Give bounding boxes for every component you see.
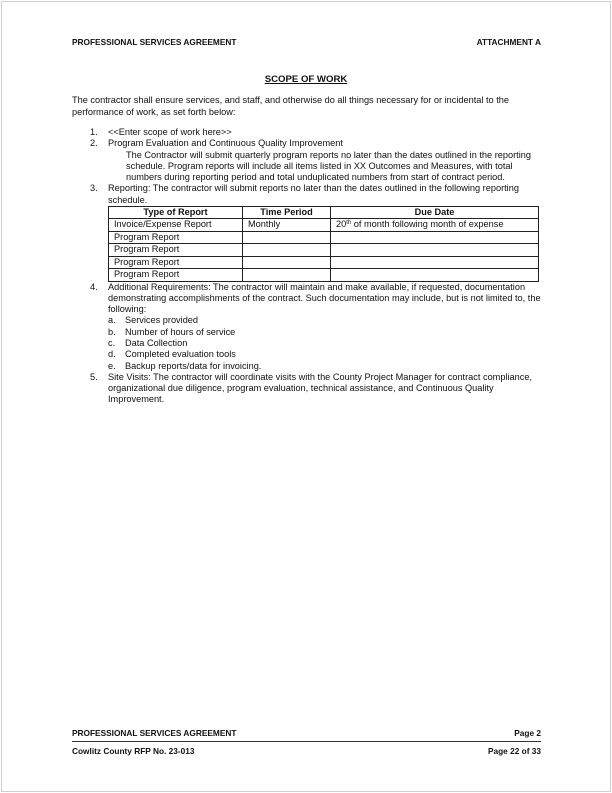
cell-type: Program Report (109, 269, 243, 281)
cell-period (243, 269, 331, 281)
table-row (109, 269, 539, 281)
sub-item-text: Backup reports/data for invoicing. (125, 360, 262, 371)
sub-item-text: Number of hours of service (125, 326, 236, 337)
cell-period: Monthly (243, 219, 331, 231)
list-item-2 (90, 138, 542, 183)
item-detail: The Contractor will submit quarterly program reports no later than the dates outlined in the reporting schedule. Program reports will include all items listed in XX Outcomes and Measures, with total numbers during reporting period and total unduplicated numbers from start of contract period. (126, 149, 531, 183)
item-number: 4. (90, 281, 98, 292)
table-row (109, 244, 539, 256)
sub-item-d (108, 349, 542, 360)
cell-type: Program Report (109, 256, 243, 268)
footer-page-count: Page 22 of 33 (487, 746, 541, 756)
intro-paragraph: The contractor shall ensure services, and staff, and otherwise do all things necessary for or incidental to the performance of work, as set forth below: (72, 95, 509, 117)
cell-type: Program Report (109, 244, 243, 256)
column-header: Time Period (243, 207, 331, 219)
sub-item-c (108, 338, 542, 349)
scope-list (90, 127, 542, 406)
sub-item-text: Data Collection (125, 338, 188, 348)
item-text: Reporting: The contractor will submit reports no later than the dates outlined in the following reporting schedule. (108, 183, 519, 205)
sub-item-e (108, 361, 542, 372)
table-row (109, 219, 539, 231)
item-text: <<Enter scope of work here>> (108, 127, 232, 137)
reporting-schedule-table (108, 206, 539, 281)
due-suffix: th (346, 220, 352, 227)
cell-period (243, 256, 331, 268)
page-footer (72, 728, 541, 738)
item-number: 1. (90, 127, 98, 137)
table-row (109, 256, 539, 268)
footer-page-number: Page 2 (514, 728, 541, 738)
header-right: ATTACHMENT A (476, 37, 541, 47)
sub-item-letter: a. (108, 315, 116, 326)
sub-item-letter: c. (108, 338, 116, 348)
column-header: Type of Report (109, 207, 243, 219)
sub-item-text: Completed evaluation tools (125, 349, 236, 360)
item-text: Program Evaluation and Continuous Quality Improvement (108, 138, 343, 149)
table-row (109, 231, 539, 243)
table-header-row (109, 207, 539, 219)
item-number: 5. (90, 371, 98, 382)
sub-item-text: Services provided (125, 315, 199, 326)
item-number: 3. (90, 183, 98, 194)
cell-due (331, 269, 539, 281)
document-title: SCOPE OF WORK (264, 74, 348, 85)
cell-period (243, 244, 331, 256)
list-item-5 (90, 372, 542, 406)
sub-item-letter: d. (108, 349, 116, 360)
header-left: PROFESSIONAL SERVICES AGREEMENT (72, 37, 237, 47)
sub-item-letter: b. (108, 326, 116, 337)
cell-due (331, 256, 539, 268)
item-text: Additional Requirements: The contractor will maintain and make available, if requested, documentation demonstrating accomplishments of the contract. Such documentation may include, but is not limited to, the following: (108, 281, 541, 315)
list-item-3 (90, 183, 542, 281)
list-item-4 (90, 282, 542, 372)
page-footer-secondary (72, 746, 541, 756)
cell-due (331, 244, 539, 256)
cell-type: Program Report (109, 231, 243, 243)
list-item-1 (90, 127, 542, 138)
page-header (72, 37, 541, 47)
cell-due (331, 231, 539, 243)
footer-left: PROFESSIONAL SERVICES AGREEMENT (72, 728, 237, 738)
sub-item-a (108, 315, 542, 326)
cell-type: Invoice/Expense Report (109, 219, 243, 231)
cell-due (331, 219, 539, 231)
sub-item-b (108, 327, 542, 338)
due-text: of month following month of expense (351, 219, 504, 230)
item-number: 2. (90, 138, 98, 149)
due-number: 20 (336, 219, 347, 230)
cell-period (243, 231, 331, 243)
column-header: Due Date (331, 207, 539, 219)
footer-rfp-number: Cowlitz County RFP No. 23-013 (72, 746, 195, 756)
footer-divider (72, 741, 541, 742)
sub-item-letter: e. (108, 360, 116, 371)
item-text: Site Visits: The contractor will coordinate visits with the County Project Manager for contract compliance, organizational due diligence, program evaluation, technical assistance, and Continuous Quality Improvement. (108, 371, 533, 405)
